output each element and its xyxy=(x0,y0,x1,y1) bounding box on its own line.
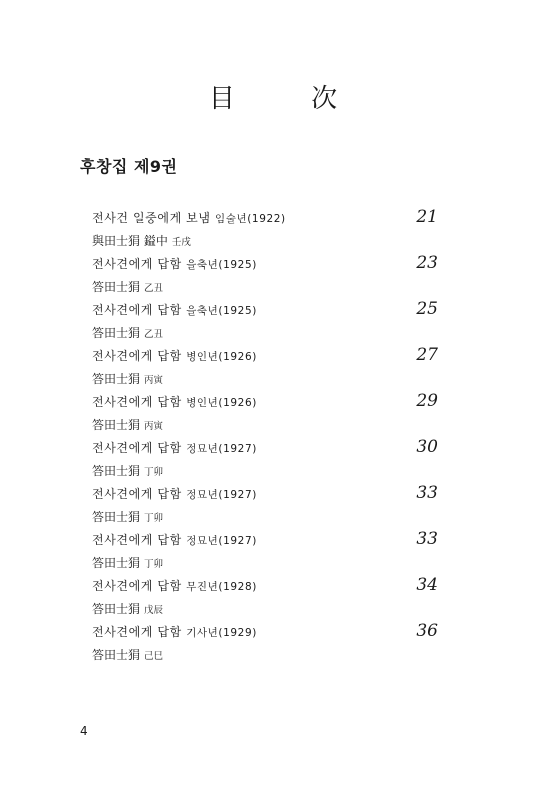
entry-page-number: 33 xyxy=(416,529,438,549)
entry-title-korean xyxy=(92,300,257,321)
entry-title-hanja-text: 答田士狷 xyxy=(92,464,141,478)
entry-year-korean: 을축년(1925) xyxy=(186,259,257,271)
entry-year-korean: 병인년(1926) xyxy=(186,397,257,409)
entry-title-hanja-text: 答田士狷 xyxy=(92,648,141,662)
entry-title-hanja-text: 答田士狷 xyxy=(92,602,141,616)
toc-entry[interactable] xyxy=(0,254,546,300)
entry-year-korean: 정묘년(1927) xyxy=(186,535,257,547)
entry-title-korean-text: 전사건 일중에게 보냄 xyxy=(92,211,211,225)
entry-title-korean xyxy=(92,484,257,505)
entry-year-hanja: 丁卯 xyxy=(144,559,164,570)
entry-year-korean: 임술년(1922) xyxy=(214,213,286,225)
entry-title-korean xyxy=(92,530,257,551)
entry-year-hanja: 壬戌 xyxy=(171,237,191,248)
entry-title-korean-text: 전사견에게 답함 xyxy=(92,257,182,271)
entry-page-number: 30 xyxy=(416,437,438,457)
entry-title-hanja xyxy=(92,461,163,483)
entry-title-hanja xyxy=(92,645,163,667)
entry-page-number: 21 xyxy=(416,207,438,227)
entry-year-korean: 무진년(1928) xyxy=(186,581,257,593)
entry-year-korean: 정묘년(1927) xyxy=(186,443,257,455)
entry-page-number: 33 xyxy=(416,483,438,503)
toc-entry[interactable] xyxy=(0,576,546,622)
entry-title-korean-text: 전사견에게 답함 xyxy=(92,303,182,317)
table-of-contents xyxy=(0,208,546,668)
entry-year-hanja: 乙丑 xyxy=(144,329,164,340)
toc-entry[interactable] xyxy=(0,300,546,346)
entry-page-number: 34 xyxy=(416,575,438,595)
toc-entry[interactable] xyxy=(0,530,546,576)
entry-title-hanja-text: 答田士狷 xyxy=(92,418,141,432)
entry-title-hanja-text: 答田士狷 xyxy=(92,326,141,340)
entry-page-number: 23 xyxy=(416,253,438,273)
entry-year-hanja: 丙寅 xyxy=(144,421,164,432)
entry-title-hanja xyxy=(92,277,163,299)
entry-year-korean: 정묘년(1927) xyxy=(186,489,257,501)
entry-year-hanja: 丁卯 xyxy=(144,513,164,524)
entry-title-korean-text: 전사견에게 답함 xyxy=(92,441,182,455)
entry-title-hanja xyxy=(92,599,163,621)
entry-year-hanja: 乙丑 xyxy=(144,283,164,294)
entry-page-number: 29 xyxy=(416,391,438,411)
entry-year-hanja: 己巳 xyxy=(144,651,164,662)
entry-year-hanja: 丙寅 xyxy=(144,375,164,386)
entry-page-number: 25 xyxy=(416,299,438,319)
toc-entry[interactable] xyxy=(0,346,546,392)
entry-title-hanja-text: 答田士狷 xyxy=(92,510,141,524)
entry-year-korean: 병인년(1926) xyxy=(186,351,257,363)
entry-page-number: 36 xyxy=(416,621,438,641)
entry-title-korean xyxy=(92,346,257,367)
entry-title-hanja-text: 答田士狷 xyxy=(92,372,141,386)
entry-title-korean xyxy=(92,392,257,413)
entry-title-korean-text: 전사견에게 답함 xyxy=(92,487,182,501)
entry-title-korean-text: 전사견에게 답함 xyxy=(92,395,182,409)
page-title: 目 次 xyxy=(208,84,372,114)
entry-title-hanja xyxy=(92,231,191,253)
entry-title-korean xyxy=(92,622,257,643)
entry-title-korean xyxy=(92,208,286,229)
entry-title-korean-text: 전사견에게 답함 xyxy=(92,579,182,593)
section-heading: 후창집 제9권 xyxy=(80,157,178,176)
entry-title-korean-text: 전사견에게 답함 xyxy=(92,625,182,639)
toc-entry[interactable] xyxy=(0,392,546,438)
entry-title-hanja xyxy=(92,369,163,391)
toc-entry[interactable] xyxy=(0,438,546,484)
entry-page-number: 27 xyxy=(416,345,438,365)
entry-title-hanja xyxy=(92,507,163,529)
entry-title-hanja-text: 答田士狷 xyxy=(92,280,141,294)
entry-title-korean xyxy=(92,576,257,597)
entry-title-hanja-text: 答田士狷 xyxy=(92,556,141,570)
toc-entry[interactable] xyxy=(0,208,546,254)
toc-entry[interactable] xyxy=(0,622,546,668)
entry-year-hanja: 戊辰 xyxy=(144,605,164,616)
entry-title-korean-text: 전사견에게 답함 xyxy=(92,533,182,547)
entry-title-korean-text: 전사견에게 답함 xyxy=(92,349,182,363)
toc-entry[interactable] xyxy=(0,484,546,530)
entry-title-hanja xyxy=(92,415,163,437)
entry-year-korean: 기사년(1929) xyxy=(186,627,257,639)
page-number: 4 xyxy=(80,724,88,738)
entry-title-hanja-text: 與田士狷 鎰中 xyxy=(92,234,168,248)
entry-year-korean: 을축년(1925) xyxy=(186,305,257,317)
entry-title-korean xyxy=(92,438,257,459)
entry-title-hanja xyxy=(92,553,163,575)
entry-title-hanja xyxy=(92,323,163,345)
entry-year-hanja: 丁卯 xyxy=(144,467,164,478)
entry-title-korean xyxy=(92,254,257,275)
